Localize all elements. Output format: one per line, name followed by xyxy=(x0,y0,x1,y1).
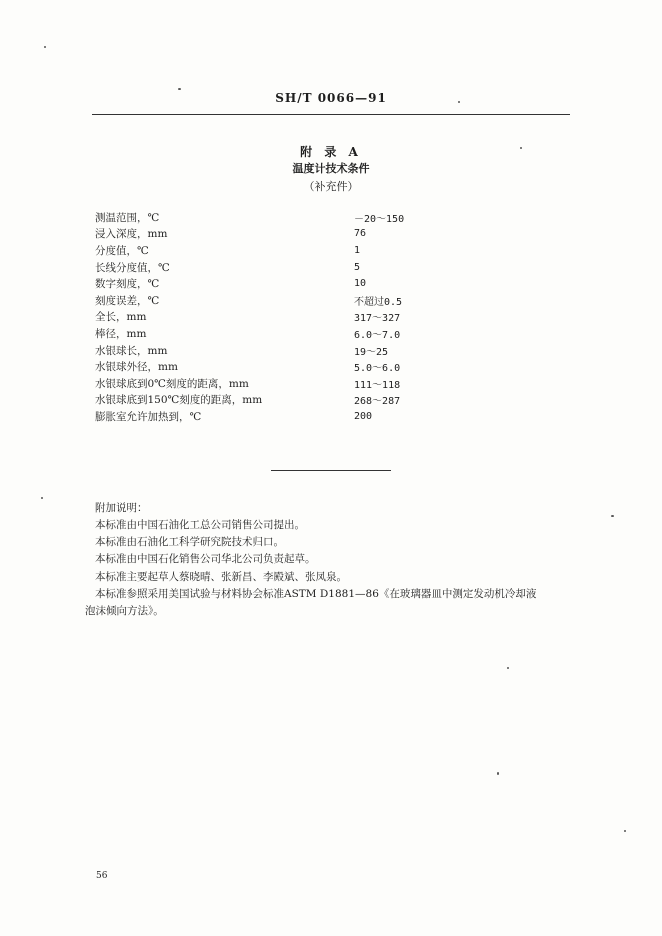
spec-value: 5.0～6.0 xyxy=(354,363,401,375)
note-line: 本标准由中国石油化工总公司销售公司提出。 xyxy=(95,519,305,531)
appendix-subtitle: 温度计技术条件 xyxy=(292,162,370,175)
scan-speck xyxy=(458,101,460,103)
spec-label: 分度值，℃ xyxy=(95,244,149,257)
spec-value: 268～287 xyxy=(354,396,401,408)
scan-speck xyxy=(41,497,43,499)
spec-row xyxy=(95,292,515,309)
spec-row xyxy=(95,375,515,392)
spec-value: 19～25 xyxy=(354,346,389,358)
spec-label: 水银球底到0℃刻度的距离，mm xyxy=(95,377,249,390)
spec-row xyxy=(95,392,515,409)
note-line: 本标准参照采用美国试验与材料协会标准ASTM D1881—86《在玻璃器皿中测定发动机冷却液 xyxy=(95,587,537,600)
appendix-title: 附 录 A xyxy=(300,145,362,159)
spec-row xyxy=(95,358,515,375)
spec-label: 测温范围，℃ xyxy=(95,211,160,224)
appendix-note: （补充件） xyxy=(303,180,359,193)
scan-speck xyxy=(611,515,614,517)
spec-label: 水银球长，mm xyxy=(95,344,168,357)
spec-value: 1 xyxy=(354,244,361,256)
spec-row xyxy=(95,209,515,226)
spec-row xyxy=(95,408,515,425)
note-line: 泡沫倾向方法》。 xyxy=(85,605,164,618)
spec-label: 水银球外径，mm xyxy=(95,361,178,374)
scan-speck xyxy=(178,88,181,90)
spec-value: －20～150 xyxy=(354,213,405,225)
spec-label: 浸入深度，mm xyxy=(95,228,168,241)
spec-label: 全长，mm xyxy=(95,311,147,324)
spec-value: 5 xyxy=(354,261,361,273)
spec-row xyxy=(95,275,515,292)
spec-label: 棒径，mm xyxy=(95,327,147,340)
scan-speck xyxy=(44,46,46,48)
spec-row xyxy=(95,242,515,259)
spec-value: 76 xyxy=(354,228,367,240)
spec-label: 水银球底到150℃刻度的距离，mm xyxy=(95,394,263,407)
section-divider xyxy=(271,470,391,471)
spec-label: 长线分度值，℃ xyxy=(95,261,170,274)
spec-value: 6.0～7.0 xyxy=(354,329,401,341)
spec-value: 10 xyxy=(354,278,367,290)
spec-value: 111～118 xyxy=(354,379,401,391)
spec-row xyxy=(95,325,515,342)
header-divider xyxy=(92,114,570,115)
note-line: 本标准主要起草人蔡晓晴、张新昌、李殿斌、张凤泉。 xyxy=(95,570,347,583)
spec-value: 200 xyxy=(354,410,373,422)
spec-row xyxy=(95,226,515,243)
spec-label: 膨胀室允许加热到，℃ xyxy=(95,410,202,423)
spec-row xyxy=(95,309,515,326)
spec-label: 数字刻度，℃ xyxy=(95,278,160,291)
spec-value: 不超过0.5 xyxy=(354,296,403,308)
additional-notes xyxy=(85,500,575,620)
spec-row xyxy=(95,259,515,276)
scan-speck xyxy=(507,667,509,669)
scan-speck xyxy=(520,147,522,149)
note-line: 本标准由中国石化销售公司华北公司负责起草。 xyxy=(95,553,316,566)
spec-table xyxy=(95,209,515,425)
standard-code: SH/T 0066—91 xyxy=(275,91,387,105)
spec-value: 317～327 xyxy=(354,313,401,325)
page-number: 56 xyxy=(96,871,108,881)
notes-heading: 附加说明： xyxy=(95,502,148,514)
spec-label: 刻度误差，℃ xyxy=(95,294,160,307)
note-line: 本标准由石油化工科学研究院技术归口。 xyxy=(95,536,284,549)
spec-row xyxy=(95,342,515,359)
scan-speck xyxy=(624,830,626,832)
scan-speck xyxy=(497,772,499,775)
